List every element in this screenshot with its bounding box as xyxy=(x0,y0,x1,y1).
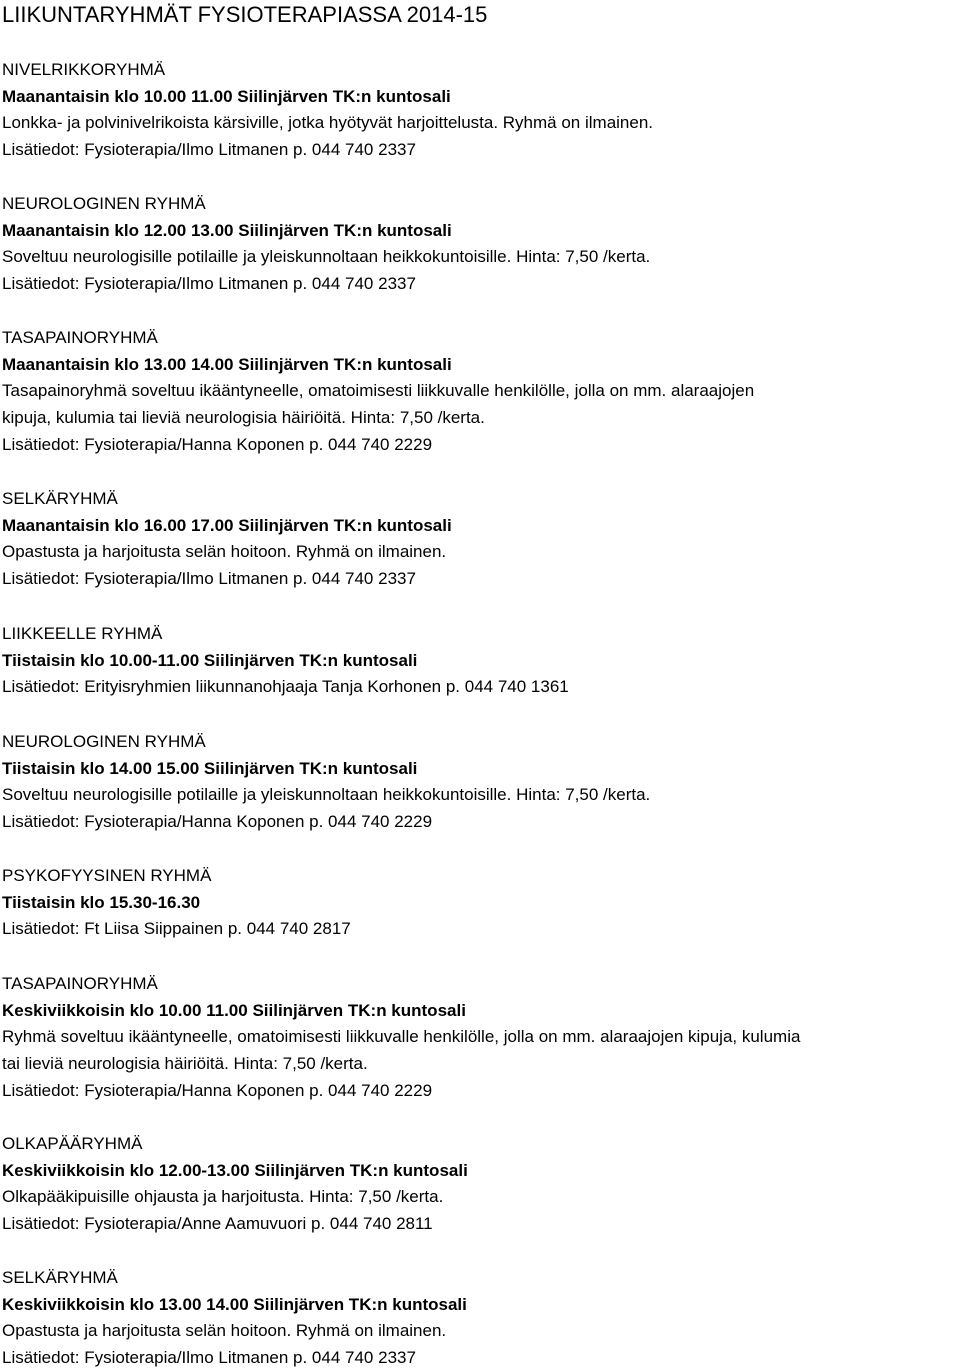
group-info: Lisätiedot: Fysioterapia/Ilmo Litmanen p. 044 740 2337 xyxy=(2,569,416,589)
group-schedule: Tiistaisin klo 10.00-11.00 Siilinjärven TK:n kuntosali xyxy=(2,650,418,670)
group-heading: TASAPAINORYHMÄ xyxy=(2,974,158,993)
group-nivelrikko xyxy=(2,57,960,164)
group-schedule: Keskiviikkoisin klo 13.00 14.00 Siilinjärven TK:n kuntosali xyxy=(2,1294,467,1314)
group-tasapaino-wed xyxy=(2,971,960,1105)
group-neurologinen-mon xyxy=(2,191,960,298)
group-schedule: Maanantaisin klo 10.00 11.00 Siilinjärven TK:n kuntosali xyxy=(2,86,451,106)
group-description: Soveltuu neurologisille potilaille ja yleiskunnoltaan heikkokuntoisille. Hinta: 7,50 /kerta. xyxy=(2,247,651,267)
group-info: Lisätiedot: Fysioterapia/Hanna Koponen p. 044 740 2229 xyxy=(2,812,433,832)
group-description: Tasapainoryhmä soveltuu ikääntyneelle, omatoimisesti liikkuvalle henkilölle, jolla on mm. alaraajojen xyxy=(2,381,755,401)
group-heading: SELKÄRYHMÄ xyxy=(2,1268,118,1287)
group-info: Lisätiedot: Fysioterapia/Hanna Koponen p. 044 740 2229 xyxy=(2,434,433,454)
group-heading: LIIKKEELLE RYHMÄ xyxy=(2,624,163,643)
group-schedule: Keskiviikkoisin klo 10.00 11.00 Siilinjärven TK:n kuntosali xyxy=(2,1000,466,1020)
group-info: Lisätiedot: Erityisryhmien liikunnanohjaaja Tanja Korhonen p. 044 740 1361 xyxy=(2,677,569,697)
group-schedule: Tiistaisin klo 15.30-16.30 xyxy=(2,892,201,912)
group-description: Ryhmä soveltuu ikääntyneelle, omatoimisesti liikkuvalle henkilölle, jolla on mm. alaraajojen kipuja, kulumia xyxy=(2,1027,801,1047)
group-info: Lisätiedot: Fysioterapia/Hanna Koponen p. 044 740 2229 xyxy=(2,1080,433,1100)
group-olkapaa xyxy=(2,1131,960,1238)
group-psykofyysinen xyxy=(2,863,960,943)
group-liikkeelle xyxy=(2,621,960,701)
group-heading: OLKAPÄÄRYHMÄ xyxy=(2,1134,143,1153)
group-schedule: Maanantaisin klo 12.00 13.00 Siilinjärven TK:n kuntosali xyxy=(2,220,452,240)
group-schedule: Keskiviikkoisin klo 12.00-13.00 Siilinjärven TK:n kuntosali xyxy=(2,1160,468,1180)
group-info: Lisätiedot: Fysioterapia/Ilmo Litmanen p. 044 740 2337 xyxy=(2,140,416,160)
group-selka-mon xyxy=(2,486,960,593)
group-description: Soveltuu neurologisille potilaille ja yleiskunnoltaan heikkokuntoisille. Hinta: 7,50 /kerta. xyxy=(2,785,651,805)
group-heading: NEUROLOGINEN RYHMÄ xyxy=(2,732,206,751)
group-info: Lisätiedot: Fysioterapia/Ilmo Litmanen p. 044 740 2337 xyxy=(2,1348,416,1368)
document-title: LIIKUNTARYHMÄT FYSIOTERAPIASSA 2014-15 xyxy=(2,2,488,27)
group-heading: PSYKOFYYSINEN RYHMÄ xyxy=(2,866,212,885)
group-selka-wed xyxy=(2,1265,960,1372)
group-info: Lisätiedot: Fysioterapia/Ilmo Litmanen p. 044 740 2337 xyxy=(2,274,416,294)
group-heading: NIVELRIKKORYHMÄ xyxy=(2,60,166,79)
group-info: Lisätiedot: Fysioterapia/Anne Aamuvuori p. 044 740 2811 xyxy=(2,1214,433,1234)
group-heading: TASAPAINORYHMÄ xyxy=(2,328,158,347)
group-heading: SELKÄRYHMÄ xyxy=(2,489,118,508)
group-schedule: Maanantaisin klo 13.00 14.00 Siilinjärven TK:n kuntosali xyxy=(2,354,452,374)
group-description: Olkapääkipuisille ohjausta ja harjoitusta. Hinta: 7,50 /kerta. xyxy=(2,1187,444,1207)
group-description: Lonkka- ja polvinivelrikoista kärsiville, jotka hyötyvät harjoittelusta. Ryhmä on ilmainen. xyxy=(2,113,654,133)
group-description: Opastusta ja harjoitusta selän hoitoon. Ryhmä on ilmainen. xyxy=(2,542,447,562)
group-info: Lisätiedot: Ft Liisa Siippainen p. 044 740 2817 xyxy=(2,919,351,939)
group-heading: NEUROLOGINEN RYHMÄ xyxy=(2,194,206,213)
group-schedule: Maanantaisin klo 16.00 17.00 Siilinjärven TK:n kuntosali xyxy=(2,515,452,535)
group-neurologinen-tue xyxy=(2,729,960,836)
group-description: tai lieviä neurologisia häiriöitä. Hinta: 7,50 /kerta. xyxy=(2,1054,368,1074)
group-description: kipuja, kulumia tai lieviä neurologisia häiriöitä. Hinta: 7,50 /kerta. xyxy=(2,408,485,428)
group-schedule: Tiistaisin klo 14.00 15.00 Siilinjärven TK:n kuntosali xyxy=(2,758,418,778)
group-tasapaino-mon xyxy=(2,325,960,459)
group-description: Opastusta ja harjoitusta selän hoitoon. Ryhmä on ilmainen. xyxy=(2,1321,447,1341)
